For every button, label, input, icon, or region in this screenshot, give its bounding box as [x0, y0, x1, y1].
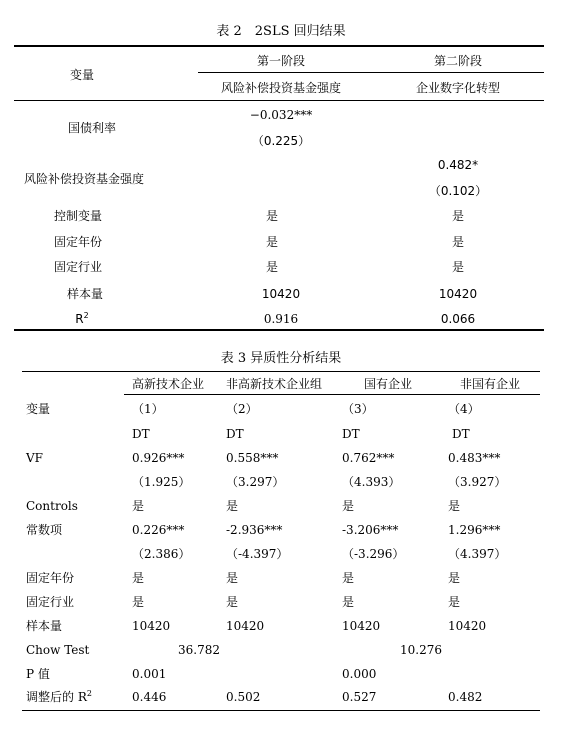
- table3-const-t-2: （-4.397）: [226, 547, 289, 561]
- table3-industry-2: 是: [226, 595, 239, 609]
- table3-col-num-1: （1）: [132, 402, 164, 416]
- table3-title: 表 3 异质性分析结果: [220, 351, 342, 366]
- table3-vf-coef-4: 0.483***: [448, 451, 501, 465]
- table2-controls-label: 控制变量: [53, 209, 103, 223]
- table2-fund-intensity-coef: 0.482*: [437, 158, 479, 172]
- table3-vf-t-1: （1.925）: [132, 475, 191, 489]
- table2-industry-s2: 是: [451, 260, 465, 274]
- table3-chow-1: 36.782: [178, 643, 220, 657]
- table3-n-2: 10420: [226, 619, 265, 633]
- table2-year-label: 固定年份: [53, 235, 103, 249]
- table2-n-s2: 10420: [438, 287, 478, 301]
- table3-industry-3: 是: [342, 595, 355, 609]
- table3-industry-1: 是: [132, 595, 145, 609]
- table3-controls-2: 是: [226, 499, 239, 513]
- table2-n-s1: 10420: [261, 287, 301, 301]
- table2-bottom-rule: [14, 329, 544, 331]
- table3-industry-4: 是: [448, 595, 461, 609]
- table3-n-label: 样本量: [26, 619, 63, 633]
- table3-adjr2-1: 0.446: [132, 690, 167, 704]
- table2-stage1-header: 第一阶段: [256, 54, 306, 68]
- table3-vf-t-4: （3.927）: [448, 475, 507, 489]
- table3-top-rule: [22, 371, 540, 372]
- table3-year-3: 是: [342, 571, 355, 585]
- table2-stage2-dep: 企业数字化转型: [415, 81, 501, 95]
- table3-adjr2-2: 0.502: [226, 690, 261, 704]
- table2-top-rule: [14, 45, 544, 47]
- table2-stage1-dep: 风险补偿投资基金强度: [220, 81, 342, 95]
- table3-year-label: 固定年份: [26, 571, 75, 585]
- table3-const-coef-1: 0.226***: [132, 523, 185, 537]
- table3-vf-label: VF: [26, 451, 43, 465]
- table3-var-label: 变量: [26, 402, 51, 416]
- table3-vf-coef-3: 0.762***: [342, 451, 395, 465]
- table3-group-4: 非国有企业: [460, 377, 521, 391]
- table3-p-label: P 值: [26, 667, 50, 681]
- table3-group-3: 国有企业: [364, 377, 413, 391]
- table3-const-t-3: （-3.296）: [342, 547, 405, 561]
- table3-col-num-2: （2）: [226, 402, 258, 416]
- table3-const-t-1: （2.386）: [132, 547, 191, 561]
- table3-chow-2: 10.276: [400, 643, 442, 657]
- table2-stage-rule: [198, 72, 544, 73]
- table3-group-2: 非高新技术企业组: [226, 377, 323, 391]
- table3-vf-t-3: （4.393）: [342, 475, 401, 489]
- table3-controls-4: 是: [448, 499, 461, 513]
- table2-fund-intensity-se: （0.102）: [428, 184, 488, 198]
- table3-bottom-rule: [22, 710, 540, 711]
- table2-header-rule: [14, 100, 544, 101]
- table3-const-label: 常数项: [26, 523, 63, 537]
- table3-dt-3: DT: [342, 427, 360, 441]
- table2-bond-rate-se: （0.225）: [251, 134, 311, 148]
- table3-const-coef-2: -2.936***: [226, 523, 283, 537]
- table2-r2-s1: 0.916: [263, 312, 299, 326]
- table3-dt-4: DT: [452, 427, 470, 441]
- table3-dt-2: DT: [226, 427, 244, 441]
- table3-year-4: 是: [448, 571, 461, 585]
- table3-chow-label: Chow Test: [26, 643, 90, 657]
- table2-industry-label: 固定行业: [53, 260, 103, 274]
- table3-const-coef-3: -3.206***: [342, 523, 399, 537]
- table3-group-rule: [124, 394, 540, 395]
- table3-controls-3: 是: [342, 499, 355, 513]
- table2-r2-s2: 0.066: [440, 312, 476, 326]
- table2-n-label: 样本量: [66, 287, 104, 301]
- table2-controls-s2: 是: [451, 209, 465, 223]
- table3-industry-label: 固定行业: [26, 595, 75, 609]
- table3-const-coef-4: 1.296***: [448, 523, 501, 537]
- table2-bond-rate-coef: −0.032***: [249, 108, 313, 122]
- table3-col-num-3: （3）: [342, 402, 374, 416]
- table2-title: 表 2 2SLS 回归结果: [216, 24, 346, 39]
- table3-vf-coef-2: 0.558***: [226, 451, 279, 465]
- table2-r2-label: $R^2$: [75, 311, 89, 326]
- table3-adjr2-label: 调整后的 $R^2$: [26, 689, 92, 704]
- table3-dt-1: DT: [132, 427, 150, 441]
- table2-year-s2: 是: [451, 235, 465, 249]
- table2-industry-s1: 是: [265, 260, 279, 274]
- table3-adjr2-4: 0.482: [448, 690, 483, 704]
- table3-n-3: 10420: [342, 619, 381, 633]
- table2-fund-intensity-label: 风险补偿投资基金强度: [24, 172, 145, 186]
- table2-controls-s1: 是: [265, 209, 279, 223]
- table2-stage2-header: 第二阶段: [433, 54, 483, 68]
- table2-var-header: 变量: [69, 68, 95, 82]
- table3-year-1: 是: [132, 571, 145, 585]
- table3-p-1: 0.001: [132, 667, 167, 681]
- table3-adjr2-3: 0.527: [342, 690, 377, 704]
- table3-controls-label: Controls: [26, 499, 78, 513]
- table3-col-num-4: （4）: [448, 402, 480, 416]
- table3-vf-t-2: （3.297）: [226, 475, 285, 489]
- table3-year-2: 是: [226, 571, 239, 585]
- table2-year-s1: 是: [265, 235, 279, 249]
- table3-controls-1: 是: [132, 499, 145, 513]
- table3-const-t-4: （4.397）: [448, 547, 507, 561]
- table3-group-1: 高新技术企业: [132, 377, 205, 391]
- table3-vf-coef-1: 0.926***: [132, 451, 185, 465]
- table3-n-4: 10420: [448, 619, 487, 633]
- table3-p-2: 0.000: [342, 667, 377, 681]
- table2-bond-rate-label: 国债利率: [67, 121, 117, 135]
- table3-n-1: 10420: [132, 619, 171, 633]
